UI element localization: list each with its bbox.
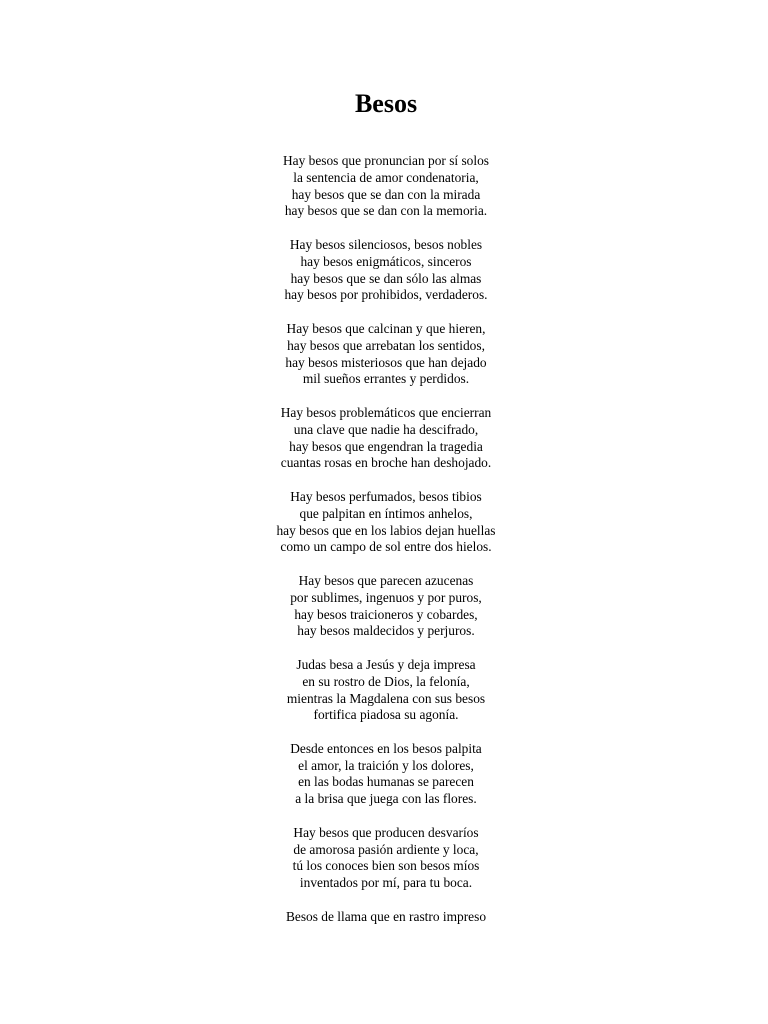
poem-line: Hay besos que parecen azucenas [298, 572, 474, 588]
stanza [2, 237, 768, 304]
poem-line: Hay besos que producen desvaríos [293, 824, 479, 840]
poem-line: hay besos por prohibidos, verdaderos. [284, 287, 488, 303]
poem-line: en su rostro de Dios, la felonía, [302, 673, 470, 689]
poem-line: a la brisa que juega con las flores. [295, 791, 477, 807]
stanza [2, 489, 768, 556]
poem-line: el amor, la traición y los dolores, [298, 757, 474, 773]
stanza [2, 909, 768, 926]
poem-line: en las bodas humanas se parecen [298, 774, 474, 790]
poem-line: Hay besos perfumados, besos tibios [290, 488, 482, 504]
stanza [2, 153, 768, 220]
poem-line: la sentencia de amor condenatoria, [293, 169, 479, 185]
poem-line: Hay besos que calcinan y que hieren, [286, 320, 486, 336]
poem-line: hay besos que se dan con la memoria. [284, 203, 488, 219]
poem-line: por sublimes, ingenuos y por puros, [290, 589, 482, 605]
poem-line: hay besos misteriosos que han dejado [285, 354, 487, 370]
poem-line: hay besos traicioneros y cobardes, [294, 606, 478, 622]
poem-line: hay besos que engendran la tragedia [289, 438, 483, 454]
poem-line: tú los conoces bien son besos míos [292, 858, 480, 874]
poem-body [0, 153, 768, 942]
poem-line: fortifica piadosa su agonía. [313, 707, 459, 723]
poem-title: Besos [354, 89, 418, 118]
stanza [2, 741, 768, 808]
poem-line: una clave que nadie ha descifrado, [293, 421, 479, 437]
stanza [2, 321, 768, 388]
poem-line: hay besos que en los labios dejan huellas [276, 522, 496, 538]
poem-line: mil sueños errantes y perdidos. [302, 371, 470, 387]
poem-line: Hay besos problemáticos que encierran [280, 404, 492, 420]
poem-line: hay besos que se dan sólo las almas [290, 270, 482, 286]
stanza [2, 405, 768, 472]
poem-line: de amorosa pasión ardiente y loca, [293, 841, 479, 857]
poem-line: Hay besos silenciosos, besos nobles [289, 236, 483, 252]
poem-line: cuantas rosas en broche han deshojado. [280, 455, 492, 471]
poem-line: hay besos que arrebatan los sentidos, [287, 337, 485, 353]
poem-line: Judas besa a Jesús y deja impresa [296, 656, 476, 672]
poem-line: Desde entonces en los besos palpita [290, 740, 482, 756]
poem-line: Besos de llama que en rastro impreso [285, 908, 487, 924]
poem-line: hay besos maldecidos y perjuros. [297, 623, 475, 639]
stanza [2, 657, 768, 724]
stanza [2, 825, 768, 892]
poem-line: hay besos que se dan con la mirada [291, 186, 481, 202]
poem-line: que palpitan en íntimos anhelos, [299, 505, 473, 521]
poem-line: como un campo de sol entre dos hielos. [280, 539, 492, 555]
poem-line: inventados por mí, para tu boca. [299, 875, 473, 891]
stanza [2, 573, 768, 640]
poem-line: hay besos enigmáticos, sinceros [300, 253, 472, 269]
poem-line: mientras la Magdalena con sus besos [286, 690, 486, 706]
poem-line: Hay besos que pronuncian por sí solos [282, 153, 490, 168]
